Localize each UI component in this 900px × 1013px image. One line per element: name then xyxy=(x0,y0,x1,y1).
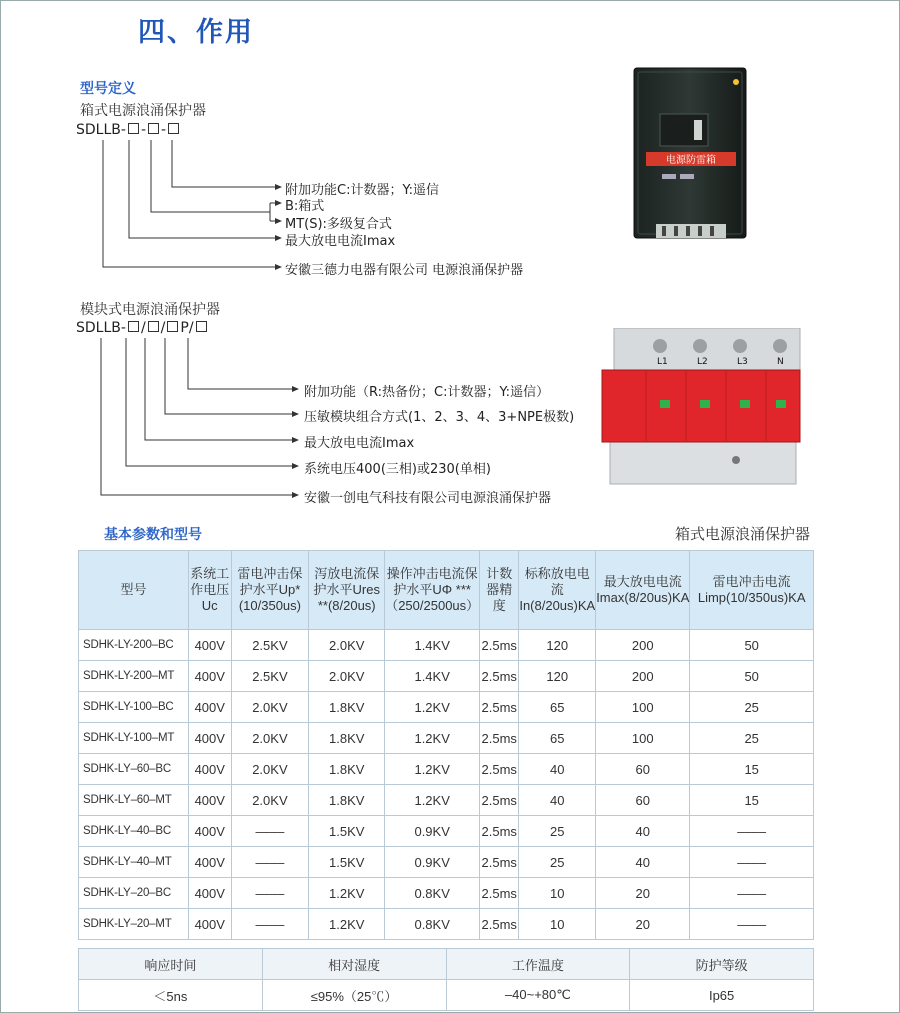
pole-l3-label: L3 xyxy=(737,357,748,367)
value-cell: 1.8KV xyxy=(309,692,385,723)
module-label-combination: 压敏模块组合方式(1、2、3、4、3+NPE极数) xyxy=(304,410,575,425)
spec-header-cell: 雷电冲击保护水平Up*(10/350us) xyxy=(231,551,309,630)
value-cell: 50 xyxy=(690,630,814,661)
extra-value-cell: ＜5ns xyxy=(79,980,263,1011)
spec-header-cell: 型号 xyxy=(79,551,189,630)
model-cell: SDHK-LY–20–BC xyxy=(79,878,189,909)
value-cell: 2.5KV xyxy=(231,661,309,692)
model-cell: SDHK-LY–40–MT xyxy=(79,847,189,878)
value-cell: 1.2KV xyxy=(309,878,385,909)
value-cell: 1.8KV xyxy=(309,754,385,785)
value-cell: 0.8KV xyxy=(385,909,480,940)
value-cell: 100 xyxy=(596,723,690,754)
spec-table xyxy=(78,550,814,940)
value-cell: 2.0KV xyxy=(231,723,309,754)
value-cell: 2.0KV xyxy=(231,785,309,816)
extra-header-row xyxy=(79,949,814,980)
value-cell: 65 xyxy=(519,723,596,754)
value-cell: 25 xyxy=(690,723,814,754)
value-cell: –––– xyxy=(231,878,309,909)
extra-table xyxy=(78,948,814,1011)
model-cell: SDHK-LY–40–BC xyxy=(79,816,189,847)
value-cell: 1.2KV xyxy=(309,909,385,940)
model-cell: SDHK-LY-200–MT xyxy=(79,661,189,692)
value-cell: 0.9KV xyxy=(385,816,480,847)
extra-header-cell: 相对湿度 xyxy=(262,949,446,980)
value-cell: 1.2KV xyxy=(385,785,480,816)
table-row xyxy=(79,847,814,878)
value-cell: –––– xyxy=(690,816,814,847)
spec-header-cell: 泻放电流保护水平Ures **(8/20us) xyxy=(309,551,385,630)
module-type-code: SDLLB- / / P/ xyxy=(76,320,209,336)
table-row xyxy=(79,909,814,940)
value-cell: 1.8KV xyxy=(309,723,385,754)
value-cell: 40 xyxy=(519,754,596,785)
value-cell: 0.8KV xyxy=(385,878,480,909)
box-label-function: 附加功能C:计数器；Y:遥信 xyxy=(285,183,440,198)
value-cell: 0.9KV xyxy=(385,847,480,878)
module-label-voltage: 系统电压400(三相)或230(单相) xyxy=(304,462,491,477)
spec-header-cell: 标称放电电流In(8/20us)KA xyxy=(519,551,596,630)
value-cell: 100 xyxy=(596,692,690,723)
value-cell: 40 xyxy=(596,816,690,847)
box-label-company: 安徽三德力电器有限公司 电源浪涌保护器 xyxy=(285,263,524,278)
value-cell: 400V xyxy=(188,816,231,847)
value-cell: 2.5ms xyxy=(480,909,519,940)
model-cell: SDHK-LY–60–BC xyxy=(79,754,189,785)
value-cell: 2.5ms xyxy=(480,630,519,661)
module-label-company: 安徽一创电气科技有限公司电源浪涌保护器 xyxy=(304,491,552,506)
extra-value-cell: ≤95%（25℃） xyxy=(262,980,446,1011)
spec-header-cell: 最大放电电流Imax(8/20us)KA xyxy=(596,551,690,630)
value-cell: 120 xyxy=(519,630,596,661)
module-label-imax: 最大放电电流Imax xyxy=(304,436,415,451)
value-cell: 2.5ms xyxy=(480,692,519,723)
pole-n-label: N xyxy=(777,357,784,367)
value-cell: 400V xyxy=(188,692,231,723)
box-type-code: SDLLB- - - xyxy=(76,122,181,138)
value-cell: 2.5ms xyxy=(480,816,519,847)
value-cell: 400V xyxy=(188,723,231,754)
value-cell: –––– xyxy=(231,909,309,940)
box-type-name: 箱式电源浪涌保护器 xyxy=(80,103,206,119)
params-caption: 箱式电源浪涌保护器 xyxy=(674,525,810,543)
value-cell: –––– xyxy=(231,816,309,847)
module-label-function: 附加功能（R:热备份；C:计数器；Y:遥信） xyxy=(304,385,550,400)
value-cell: 1.2KV xyxy=(385,723,480,754)
value-cell: 120 xyxy=(519,661,596,692)
value-cell: 2.0KV xyxy=(309,661,385,692)
value-cell: 20 xyxy=(596,909,690,940)
value-cell: 1.4KV xyxy=(385,661,480,692)
spec-body xyxy=(79,630,814,940)
model-cell: SDHK-LY-200–BC xyxy=(79,630,189,661)
spec-header-row xyxy=(79,551,814,630)
value-cell: 2.5KV xyxy=(231,630,309,661)
value-cell: 400V xyxy=(188,909,231,940)
value-cell: 40 xyxy=(596,847,690,878)
pole-l1-label: L1 xyxy=(657,357,668,367)
box-device-panel-text: 电源防雷箱 xyxy=(666,155,716,166)
table-row xyxy=(79,692,814,723)
value-cell: 60 xyxy=(596,785,690,816)
value-cell: 2.0KV xyxy=(231,754,309,785)
extra-value-cell: Ip65 xyxy=(630,980,814,1011)
table-row xyxy=(79,878,814,909)
box-label-type: B:箱式 xyxy=(285,199,325,214)
section-title: 四、作用 xyxy=(138,17,254,48)
value-cell: 60 xyxy=(596,754,690,785)
extra-value-cell: –40~+80℃ xyxy=(446,980,630,1011)
value-cell: 1.8KV xyxy=(309,785,385,816)
value-cell: 1.2KV xyxy=(385,692,480,723)
value-cell: 10 xyxy=(519,878,596,909)
value-cell: 400V xyxy=(188,630,231,661)
model-definition-title: 型号定义 xyxy=(80,81,136,97)
value-cell: –––– xyxy=(690,878,814,909)
value-cell: –––– xyxy=(231,847,309,878)
value-cell: 40 xyxy=(519,785,596,816)
value-cell: 1.5KV xyxy=(309,816,385,847)
value-cell: 2.5ms xyxy=(480,878,519,909)
value-cell: 25 xyxy=(519,847,596,878)
extra-value-row xyxy=(79,980,814,1011)
table-row xyxy=(79,816,814,847)
value-cell: 2.5ms xyxy=(480,661,519,692)
pole-l2-label: L2 xyxy=(697,357,708,367)
value-cell: 25 xyxy=(690,692,814,723)
value-cell: 200 xyxy=(596,630,690,661)
value-cell: 20 xyxy=(596,878,690,909)
model-cell: SDHK-LY-100–BC xyxy=(79,692,189,723)
params-title: 基本参数和型号 xyxy=(104,527,202,543)
value-cell: 2.5ms xyxy=(480,754,519,785)
value-cell: 50 xyxy=(690,661,814,692)
table-row xyxy=(79,630,814,661)
value-cell: 400V xyxy=(188,847,231,878)
box-label-imax: 最大放电电流Imax xyxy=(285,234,396,249)
spec-header-cell: 操作冲击电流保护水平UΦ ***（250/2500us） xyxy=(385,551,480,630)
value-cell: 2.0KV xyxy=(231,692,309,723)
extra-header-cell: 防护等级 xyxy=(630,949,814,980)
spec-header-cell: 雷电冲击电流Limp(10/350us)KA xyxy=(690,551,814,630)
box-device-image xyxy=(632,66,750,246)
spec-header-cell: 系统工作电压Uc xyxy=(188,551,231,630)
spd-device-image xyxy=(600,328,810,488)
value-cell: 15 xyxy=(690,785,814,816)
table-row xyxy=(79,785,814,816)
module-type-name: 模块式电源浪涌保护器 xyxy=(80,302,220,318)
extra-header-cell: 工作温度 xyxy=(446,949,630,980)
value-cell: 25 xyxy=(519,816,596,847)
value-cell: 400V xyxy=(188,661,231,692)
value-cell: 2.5ms xyxy=(480,723,519,754)
value-cell: 400V xyxy=(188,878,231,909)
value-cell: 1.4KV xyxy=(385,630,480,661)
value-cell: 200 xyxy=(596,661,690,692)
value-cell: 400V xyxy=(188,785,231,816)
value-cell: 15 xyxy=(690,754,814,785)
value-cell: –––– xyxy=(690,909,814,940)
value-cell: 2.5ms xyxy=(480,847,519,878)
box-label-mt: MT(S):多级复合式 xyxy=(285,217,392,232)
model-cell: SDHK-LY-100–MT xyxy=(79,723,189,754)
value-cell: 10 xyxy=(519,909,596,940)
spec-header-cell: 计数器精度 xyxy=(480,551,519,630)
table-row xyxy=(79,754,814,785)
value-cell: 1.2KV xyxy=(385,754,480,785)
value-cell: 2.0KV xyxy=(309,630,385,661)
value-cell: 400V xyxy=(188,754,231,785)
value-cell: 65 xyxy=(519,692,596,723)
table-row xyxy=(79,723,814,754)
value-cell: –––– xyxy=(690,847,814,878)
extra-header-cell: 响应时间 xyxy=(79,949,263,980)
model-cell: SDHK-LY–20–MT xyxy=(79,909,189,940)
value-cell: 1.5KV xyxy=(309,847,385,878)
table-row xyxy=(79,661,814,692)
value-cell: 2.5ms xyxy=(480,785,519,816)
model-cell: SDHK-LY–60–MT xyxy=(79,785,189,816)
